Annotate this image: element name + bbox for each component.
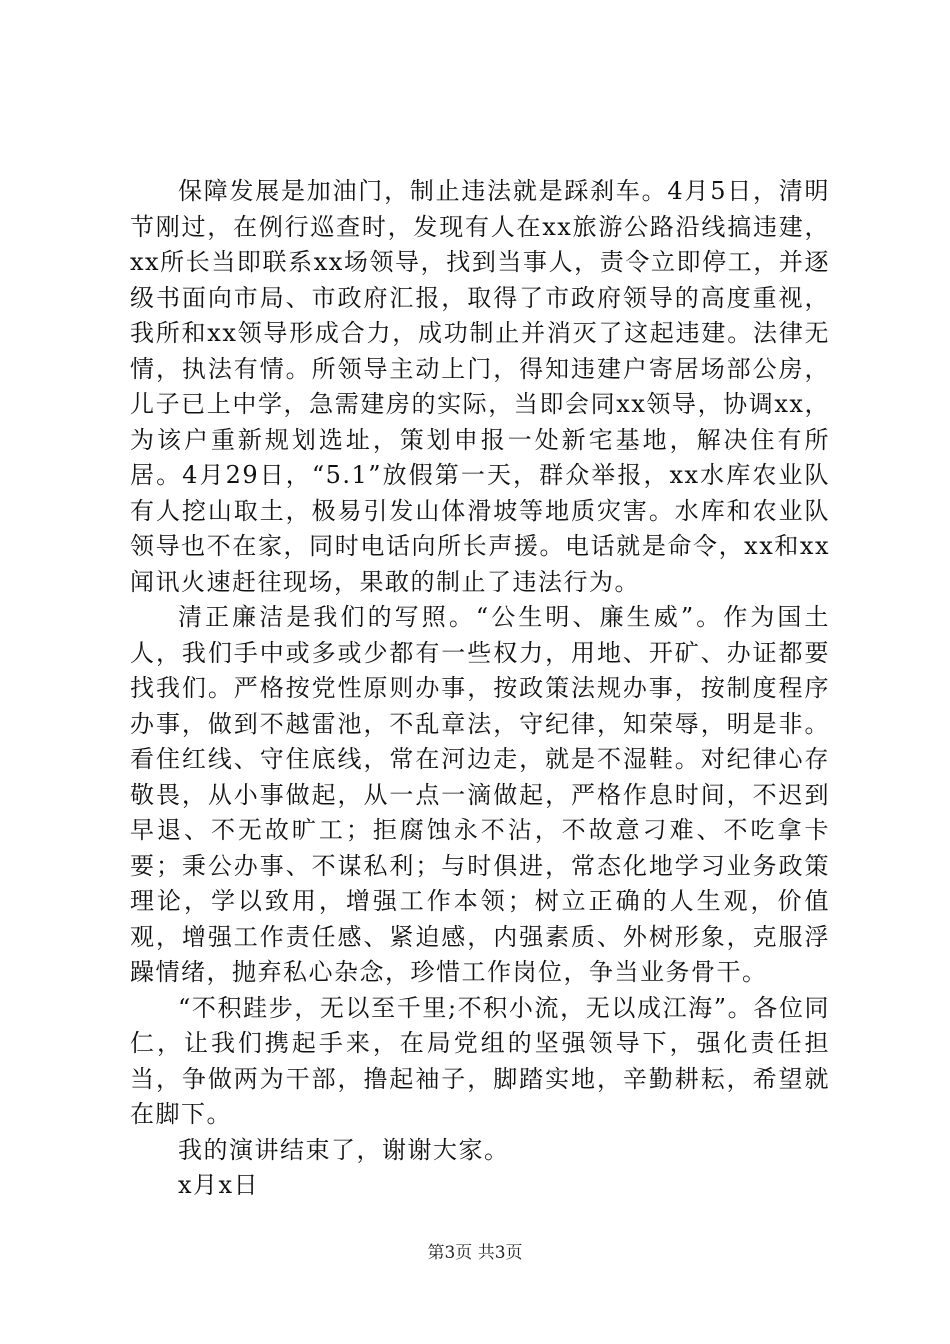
paragraph-thanks: 我的演讲结束了，谢谢大家。 [178, 1135, 510, 1164]
paragraph-integrity: 清正廉洁是我们的写照。“公生明、廉生威”。作为国土人，我们手中或多或少都有一些权力，用地、开矿、办证都要找我们。严格按党性原则办事，按政策法规办事，按制度程序办事，做到不越雷池，不乱章法，守纪律，知荣辱，明是非。看住红线、守住底线，常在河边走，就是不湿鞋。对纪律心存敬畏，从小事做起，从一点一滴做起，严格作息时间，不迟到早退、不无故旷工；拒腐蚀永不沾，不故意刁难、不吃拿卡要；秉公办事、不谋私利；与时俱进，常态化地学习业务政策理论，学以致用，增强工作本领；树立正确的人生观，价值观，增强工作责任感、紧迫感，内强素质、外树形象，克服浮躁情绪，抛弃私心杂念，珍惜工作岗位，争当业务骨干。 [130, 603, 830, 986]
paragraph-conclusion: “不积跬步，无以至千里;不积小流，无以成江海”。各位同仁，让我们携起手来，在局党组的坚强领导下，强化责任担当，争做两为干部，撸起袖子，脚踏实地，辛勤耕耘，希望就在脚下。 [130, 993, 830, 1128]
paragraph-enforcement: 保障发展是加油门，制止违法就是踩刹车。4月5日，清明节刚过，在例行巡查时，发现有人在xx旅游公路沿线搞违建，xx所长当即联系xx场领导，找到当事人，责令立即停工，并逐级书面向市局、市政府汇报，取得了市政府领导的高度重视，我所和xx领导形成合力，成功制止并消灭了这起违建。法律无情，执法有情。所领导主动上门，得知违建户寄居场部公房，儿子已上中学，急需建房的实际，当即会同xx领导，协调xx，为该户重新规划选址，策划申报一处新宅基地，解决住有所居。4月29日，“5.1”放假第一天，群众举报，xx水库农业队有人挖山取土，极易引发山体滑坡等地质灾害。水库和农业队领导也不在家，同时电话向所长声援。电话就是命令，xx和xx闻讯火速赶往现场，果敢的制止了违法行为。 [130, 177, 830, 596]
page-number-footer: 第3页 共3页 [427, 1243, 523, 1263]
paragraph-date: x月x日 [178, 1171, 260, 1199]
document-body [130, 174, 830, 1204]
